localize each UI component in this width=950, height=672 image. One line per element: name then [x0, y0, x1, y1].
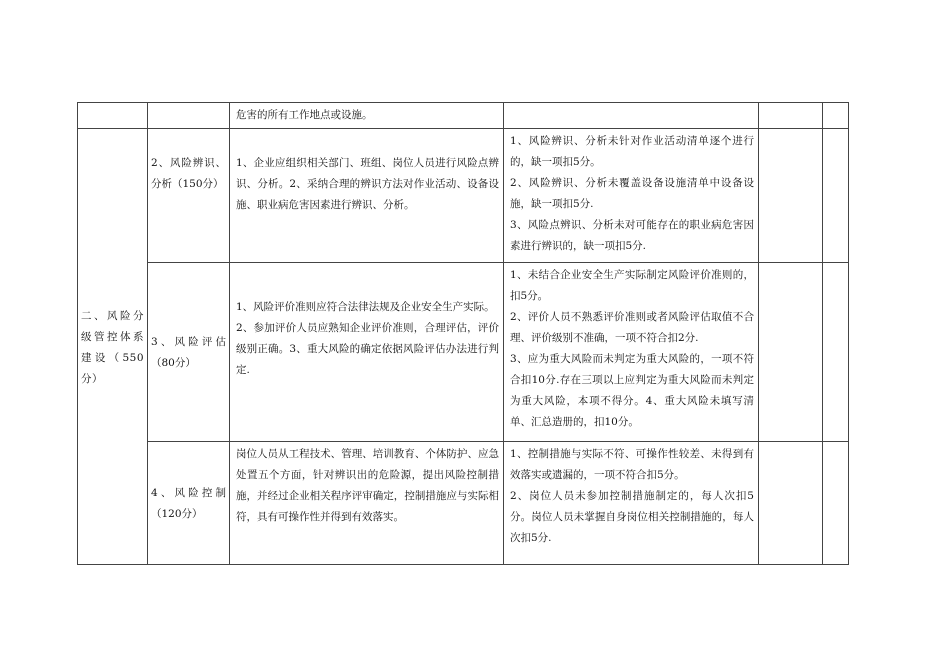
remark-cell	[823, 103, 849, 129]
item-cell-empty	[148, 103, 230, 129]
table-row	[78, 442, 849, 565]
content-cell: 1、风险评价准则应符合法律法规及企业安全生产实际。 2、参加评价人员应熟知企业评价准则，合理评估，评价级别正确。3、重大风险的确定依据风险评估办法进行判定.	[230, 263, 504, 442]
item-cell: 3、风险评估（80分）	[148, 263, 230, 442]
score-cell	[759, 263, 823, 442]
remark-cell	[823, 129, 849, 263]
content-cell: 岗位人员从工程技术、管理、培训教育、个体防护、应急处置五个方面，针对辨识出的危险源，提出风险控制措施，并经过企业相关程序评审确定，控制措施应与实际相符，具有可操作性并得到有效落实。	[230, 442, 504, 565]
table-row	[78, 263, 849, 442]
content-cell: 1、企业应组织相关部门、班组、岗位人员进行风险点辨识、分析。2、采纳合理的辨识方法对作业活动、设备设施、职业病危害因素进行辨识、分析。	[230, 129, 504, 263]
criteria-cell: 1、控制措施与实际不符、可操作性较差、未得到有效落实或遗漏的，一项不符合扣5分。 2、岗位人员未参加控制措施制定的，每人次扣5分。岗位人员未掌握自身岗位相关控制措施的，每人次扣5分.	[504, 442, 759, 565]
item-cell: 2、风险辨识、分析（150分）	[148, 129, 230, 263]
category-cell: 二、风险分级管控体系建设（550分）	[78, 129, 148, 565]
table-row	[78, 103, 849, 129]
criteria-cell: 1、未结合企业安全生产实际制定风险评价准则的，扣5分。 2、评价人员不熟悉评价准则或者风险评估取值不合理、评价级别不准确，一项不符合扣2分. 3、应为重大风险而未判定为重大风险的，一项不符合扣10分.存在三项以上应判定为重大风险而未判定为重大风险，本项不得分。4、重大风险未填写清单、汇总造册的，扣10分。	[504, 263, 759, 442]
assessment-table-page	[77, 102, 848, 564]
table-row	[78, 129, 849, 263]
content-cell: 危害的所有工作地点或设施。	[230, 103, 504, 129]
remark-cell	[823, 263, 849, 442]
risk-assessment-table	[77, 102, 849, 565]
score-cell	[759, 129, 823, 263]
item-cell: 4、风险控制（120分）	[148, 442, 230, 565]
category-cell-empty	[78, 103, 148, 129]
score-cell	[759, 442, 823, 565]
criteria-cell: 1、风险辨识、分析未针对作业活动清单逐个进行的，缺一项扣5分。 2、风险辨识、分析未覆盖设备设施清单中设备设施，缺一项扣5分. 3、风险点辨识、分析未对可能存在的职业病危害因素进行辨识的，缺一项扣5分.	[504, 129, 759, 263]
score-cell	[759, 103, 823, 129]
criteria-cell-empty	[504, 103, 759, 129]
remark-cell	[823, 442, 849, 565]
